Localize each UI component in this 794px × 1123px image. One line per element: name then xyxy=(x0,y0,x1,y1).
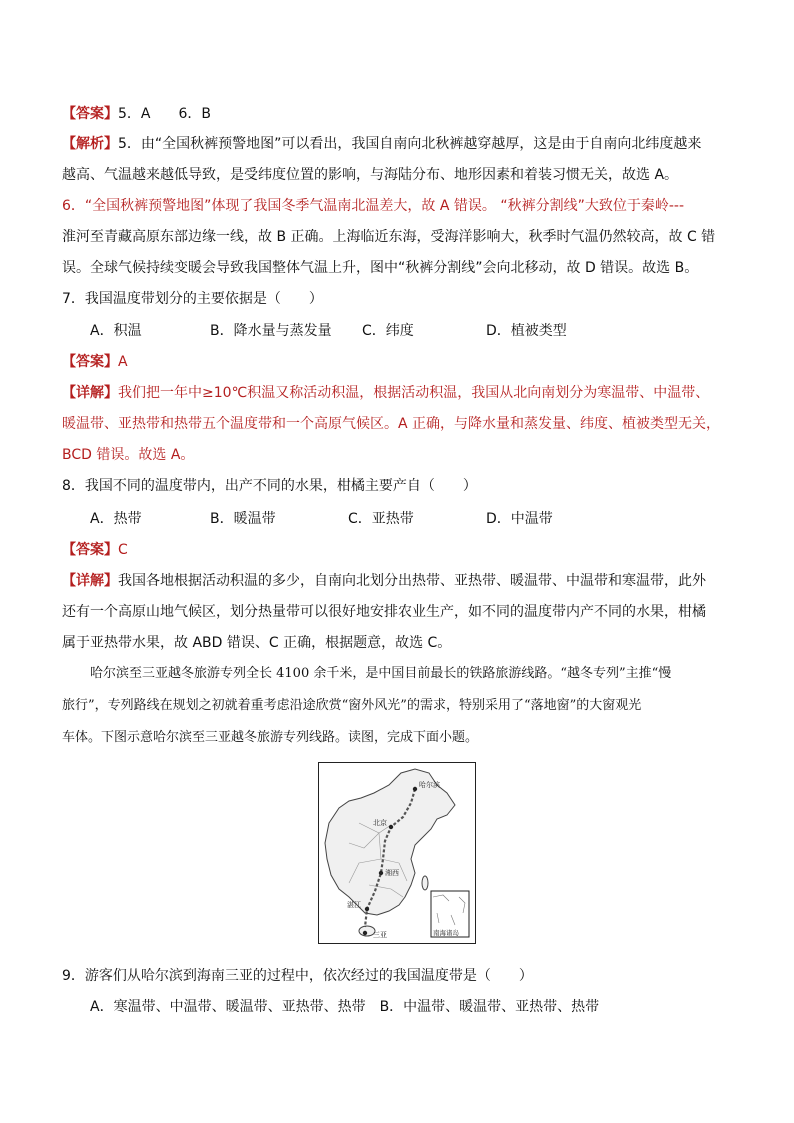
q8-option-c: C．亚热带 xyxy=(348,511,414,527)
analysis-tag: 【解析】 xyxy=(62,136,118,152)
hunan-dot xyxy=(379,871,383,875)
passage-line-1: 哈尔滨至三亚越冬旅游专列全长 4100 余千米，是中国目前最长的铁路旅游线路。“越冬专列”主推“慢 xyxy=(90,666,672,681)
sanya-dot xyxy=(363,931,367,935)
taiwan-island xyxy=(422,876,428,890)
harbin-dot xyxy=(413,787,417,791)
zhanjiang-dot xyxy=(365,907,369,911)
analysis-5-line-1 xyxy=(62,134,734,154)
passage-line-3: 车体。下图示意哈尔滨至三亚越冬旅游专列线路。读图，完成下面小题。 xyxy=(62,730,479,745)
q8-option-a: A．热带 xyxy=(90,511,142,527)
analysis-5-line-2: 越高、气温越来越低导致，是受纬度位置的影响，与海陆分布、地形因素和着装习惯无关，故选 A。 xyxy=(62,167,679,183)
question-8-stem: 8．我国不同的温度带内，出产不同的水果，柑橘主要产自（ ） xyxy=(62,478,477,494)
q8-answer-line xyxy=(62,540,734,560)
q7-answer-line xyxy=(62,352,734,372)
passage-line-2: 旅行”，专列路线在规划之初就着重考虑沿途欣赏“窗外风光”的需求，特别采用了“落地窗”的大窗观光 xyxy=(62,698,642,713)
q8-option-d: D．中温带 xyxy=(486,511,553,527)
q7-option-b: B．降水量与蒸发量 xyxy=(210,323,332,339)
question-9-stem: 9．游客们从哈尔滨到海南三亚的过程中，依次经过的我国温度带是（ ） xyxy=(62,968,533,984)
q8-option-b: B．暖温带 xyxy=(210,511,276,527)
q7-answer-tag: 【答案】 xyxy=(62,354,118,370)
q8-detail-line-2: 还有一个高原山地气候区，划分热量带可以很好地安排农业生产，如不同的温度带内产不同的水果，柑橘 xyxy=(62,604,706,620)
q7-detail-line-1 xyxy=(62,383,734,403)
analysis-6-line-1: 6．“全国秋裤预警地图”体现了我国冬季气温南北温差大，故 A 错误。 “秋裤分割线”大致位于秦岭--- xyxy=(62,198,684,214)
answer-line-5-6 xyxy=(62,104,734,124)
route-map xyxy=(318,762,476,944)
q8-answer-tag: 【答案】 xyxy=(62,542,118,558)
analysis-6-line-2: 淮河至青藏高原东部边缘一线，故 B 正确。上海临近东海，受海洋影响大，秋季时气温仍然较高，故 C 错 xyxy=(62,229,716,245)
label-hunan: 湘西 xyxy=(385,869,399,877)
label-beijing: 北京 xyxy=(373,819,387,827)
q7-option-d: D．植被类型 xyxy=(486,323,567,339)
label-zhanjiang: 湛江 xyxy=(347,901,361,909)
inset-label: 南海诸岛 xyxy=(433,929,459,937)
q8-detail-text-1: 我国各地根据活动积温的多少，自南向北划分出热带、亚热带、暖温带、中温带和寒温带，此外 xyxy=(118,573,706,589)
answer-tag: 【答案】 xyxy=(62,106,118,122)
q7-option-c: C．纬度 xyxy=(362,323,414,339)
china-map-svg xyxy=(319,763,475,943)
q8-detail-tag: 【详解】 xyxy=(62,573,118,589)
q8-detail-line-3: 属于亚热带水果，故 ABD 错误、C 正确，根据题意，故选 C。 xyxy=(62,635,452,651)
q7-detail-text-1: 我们把一年中≥10℃积温又称活动积温，根据活动积温，我国从北向南划分为寒温带、中温带、 xyxy=(118,385,710,401)
label-sanya: 三亚 xyxy=(373,931,387,939)
q7-detail-line-2: 暖温带、亚热带和热带五个温度带和一个高原气候区。A 正确，与降水量和蒸发量、纬度、植被类型无关， xyxy=(62,416,721,432)
label-harbin: 哈尔滨 xyxy=(419,781,440,789)
q7-answer: A xyxy=(118,354,128,370)
beijing-dot xyxy=(389,825,393,829)
question-7-stem: 7．我国温度带划分的主要依据是（ ） xyxy=(62,291,323,307)
q9-option-line: A．寒温带、中温带、暖温带、亚热带、热带 B．中温带、暖温带、亚热带、热带 xyxy=(90,999,600,1015)
q8-answer: C xyxy=(118,542,128,558)
analysis-5-text-1: 5．由“全国秋裤预警地图”可以看出，我国自南向北秋裤越穿越厚，这是由于自南向北纬度越来 xyxy=(118,136,702,152)
q7-detail-tag: 【详解】 xyxy=(62,385,118,401)
answer-text: 5．A 6．B xyxy=(118,106,211,122)
analysis-6-line-3: 误。全球气候持续变暖会导致我国整体气温上升，图中“秋裤分割线”会向北移动，故 D 错误。故选 B。 xyxy=(62,260,699,276)
q7-detail-line-3: BCD 错误。故选 A。 xyxy=(62,447,195,463)
q7-option-a: A．积温 xyxy=(90,323,142,339)
q8-detail-line-1 xyxy=(62,571,734,591)
